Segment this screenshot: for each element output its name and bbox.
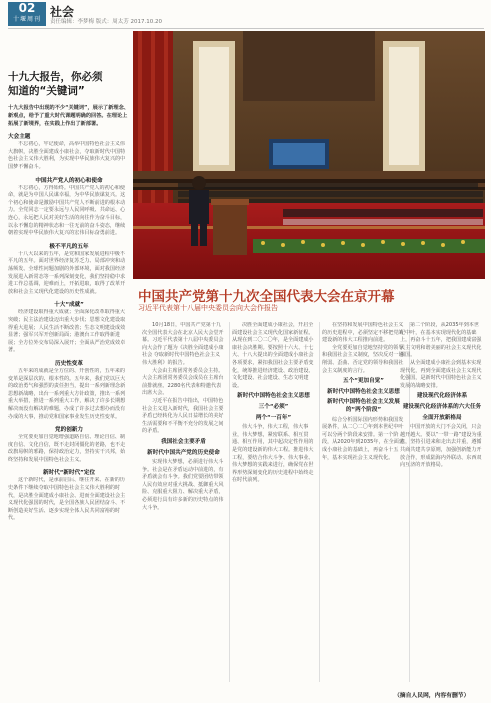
column-subhead: 建设现代化经济体系的六大任务	[402, 403, 482, 410]
paragraph-achievements: 经济建设取得重大成就；全面深化改革取得重大突破；民主法治建设迈出重大步伐；思想文化建设取得重大进展；人民生活不断改善；生态文明建设成效显著；强军兴军开创新局面；港澳台工作取得新进展；全方位外交布局深入展开；全面从严治党成效卓著。	[8, 309, 126, 354]
photo-caption-subtitle: 习近平代表第十八届中央委员会向大会作报告	[138, 304, 278, 312]
article-column-3	[322, 322, 405, 682]
header-divider	[8, 28, 484, 29]
subhead-achievements: 十大“成就”	[54, 302, 84, 309]
subhead-change: 历史性变革	[55, 360, 83, 367]
article-paragraph: 第二个阶段，从2035年到本世纪中叶，在基本实现现代化的基础上，再奋斗十五年，把我国建成富强民主文明和谐美丽的社会主义现代化强国。	[400, 322, 482, 359]
subhead-new-era: 新时代“新时代”定位	[42, 470, 96, 477]
congress-hall-photo	[133, 31, 485, 279]
page-header	[8, 2, 488, 26]
article-paragraph: 实现伟大梦想，必须进行伟大斗争。社会是在矛盾运动中前进的，有矛盾就会有斗争。我们党要团结带领人民有效应对重大挑战、抵御重大风险、克服重大阻力、解决重大矛盾，必须进行具有许多新的历史特点的伟大斗争。	[142, 459, 224, 511]
keywords-headline-line-2: 知道的“关键词”	[8, 85, 85, 97]
publication-name: 十堰周刊	[12, 16, 41, 23]
article-paragraph: 从全面建成小康社会到基本实现现代化，再到全面建成社会主义现代化强国，是新时代中国特色社会主义发展的战略安排。	[400, 359, 482, 389]
column-subhead: 新时代中国共产党的历史使命	[147, 449, 220, 456]
keywords-article	[8, 70, 130, 523]
photo-caption-title: 中国共产党第十九次全国代表大会在京开幕	[138, 289, 395, 305]
paragraph-innovation: 全党要更加自觉地增强道路自信、理论自信、制度自信、文化自信，既不走封闭僵化的老路，也不走改旗易帜的邪路，保持政治定力，坚持实干兴邦，始终坚持和发展中国特色社会主义。	[8, 434, 126, 463]
paragraph-five-years: 十八大以来的五年，是党和国家发展进程中极不平凡的五年。面对世界经济复苏乏力、局部冲突和动荡频发、全球性问题加剧的外部环境，面对我国经济发展进入新常态等一系列深刻变化，我们坚持稳中求进工作总基调，迎难而上，开拓进取，取得了改革开放和社会主义现代化建设的历史性成就。	[8, 250, 126, 295]
keywords-intro: 十九大报告中出现的不少“关键词”，展示了新理念、新观点，给予了重大时代课题明确的回答。在理论上拓展了新境界，在实践上作出了新部署。	[8, 105, 129, 128]
source-byline: （摘自人民网，内容有删节）	[394, 693, 470, 699]
article-paragraph: 伟大斗争，伟大工程，伟大事业，伟大梦想，紧密联系、相互贯通、相互作用，其中起决定性作用的是党的建设新的伟大工程。推进伟大工程，要结合伟大斗争、伟大事业、伟大梦想的实践来进行，确保党在世界形势深刻变化的历史进程中始终走在时代前列。	[232, 424, 314, 484]
keywords-headline-line-1: 十九大报告，你必须	[8, 71, 103, 83]
column-subhead: 全面开放新格局	[422, 414, 462, 421]
column-subhead: 我国社会主要矛盾	[161, 438, 206, 445]
paragraph-new-era: 这个新时代，是承前启后、继往开来、在新的历史条件下继续夺取中国特色社会主义伟大胜利的时代，是决胜全面建成小康社会、进而全面建设社会主义现代化强国的时代，是全国各族人民团结奋斗、不断创造美好生活、逐步实现全体人民共同富裕的时代。	[8, 477, 126, 522]
column-subhead: 三个“必须”	[258, 403, 289, 410]
paragraph-mission: 不忘初心，方得始终。中国共产党人的初心和使命，就是为中国人民谋幸福，为中华民族谋复兴。这个初心和使命是激励中国共产党人不断前进的根本动力。全党同志一定要永远与人民同呼吸、共命运、心连心，永远把人民对美好生活的向往作为奋斗目标，以永不懈怠的精神状态和一往无前的奋斗姿态，继续朝着实现中华民族伟大复兴的宏伟目标奋勇前进。	[8, 184, 126, 237]
editor-credits: 责任编辑：李梦梅 版式：周太芳 2017.10.20	[50, 19, 162, 25]
column-divider	[319, 322, 320, 682]
article-column-2	[232, 322, 315, 682]
article-column-1	[142, 322, 225, 682]
article-paragraph: 习近平在报告中指出，中国特色社会主义进入新时代，我国社会主要矛盾已经转化为人民日益增长的美好生活需要和不平衡不充分的发展之间的矛盾。	[142, 397, 224, 435]
paragraph-theme: 不忘初心，牢记使命，高举中国特色社会主义伟大旗帜，决胜全面建成小康社会，夺取新时代中国特色社会主义伟大胜利，为实现中华民族伟大复兴的中国梦不懈奋斗。	[8, 141, 126, 171]
column-subhead: 新时代中国特色社会主义思想	[327, 388, 400, 395]
section-title: 社会	[50, 5, 75, 19]
subhead-theme: 大会主题	[8, 134, 31, 141]
column-subhead: 建设现代化经济体系	[416, 393, 468, 400]
subhead-mission: 中国共产党人的初心和使命	[35, 177, 103, 184]
article-column-4	[400, 322, 484, 682]
page-number: 02	[18, 1, 36, 15]
congress-hall-illustration	[133, 31, 485, 279]
article-paragraph: 中国开放的大门不会关闭，只会越开越大。要以“一带一路”建设为重点，坚持引进来和走出去并重，遵循共商共建共享原则，加强创新能力开放合作，形成陆海内外联动、东西双向互济的开放格局。	[400, 424, 482, 469]
column-subhead: 新时代中国特色社会主义发展的“两个阶段”	[327, 399, 400, 413]
column-subhead: 两个“一百年”	[255, 414, 292, 421]
article-paragraph: 全党要更加自觉地坚持党的领导和我国社会主义制度，坚决反对一切削弱、歪曲、否定党的领导和我国社会主义制度的言行。	[322, 344, 404, 374]
subhead-five-years: 极不平凡的五年	[49, 243, 89, 250]
column-divider	[229, 322, 230, 682]
column-subhead: 新时代中国特色社会主义思想	[237, 393, 310, 400]
paragraph-change: 五年来的成就是全方位的、开创性的，五年来的变革是深层次的、根本性的。五年来，我们党以巨大的政治勇气和强烈的责任担当，提出一系列新理念新思想新战略，出台一系列重大方针政策，推出一系列重大举措，推进一系列重大工作，解决了许多长期想解决而没有解决的难题，办成了许多过去想办而没有办成的大事，推动党和国家事业发生历史性变革。	[8, 367, 126, 420]
article-paragraph: 综合分析国际国内形势和我国发展条件，从二〇二〇年到本世纪中叶可以分两个阶段来安排。第一个阶段，从2020年到2035年，在全面建成小康社会的基础上，再奋斗十五年，基本实现社会主义现代化。	[322, 416, 404, 461]
column-subhead: 五个“更加自觉”	[343, 378, 384, 385]
subhead-innovation: 党的创新力	[55, 427, 83, 434]
article-paragraph: 决胜全面建成小康社会，开启全面建设社会主义现代化国家新征程。从现在到二〇二〇年，是全面建成小康社会决胜期。要按照十六大、十七大、十八大提出的全面建成小康社会各项要求，紧扣我国社会主要矛盾变化，统筹推进经济建设、政治建设、文化建设、社会建设、生态文明建设。	[232, 322, 314, 389]
article-paragraph: 在坚持和发展中国特色社会主义的历史进程中，必须坚定不移把党的建设新的伟大工程推向前进。	[322, 322, 404, 344]
article-paragraph: 10月18日，中国共产党第十九次全国代表大会在北京人民大会堂开幕。习近平代表第十八届中央委员会向大会作了题为《决胜全面建成小康社会 夺取新时代中国特色社会主义伟大胜利》的报告。	[142, 322, 224, 366]
article-paragraph: 大会由主席团常务委员会主持。大会主席团常务委员会成员在主席台前排就座。2280名代表和特邀代表出席大会。	[142, 367, 224, 397]
page-number-badge	[8, 2, 46, 26]
